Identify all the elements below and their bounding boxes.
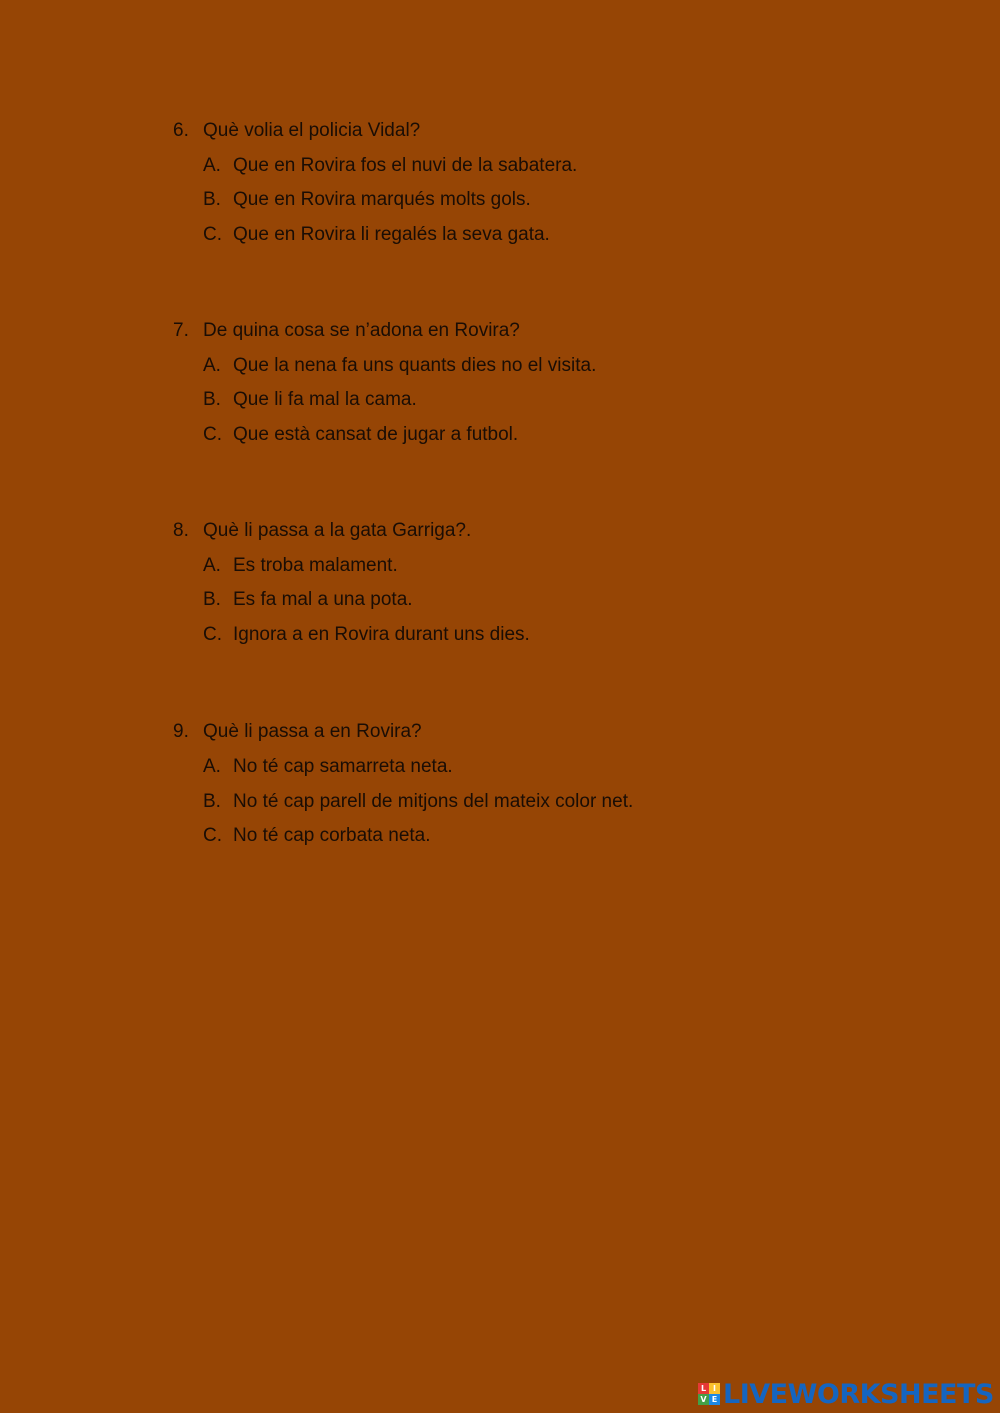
question-number: 6. — [173, 120, 189, 141]
question-label: De quina cosa se n’adona en Rovira? — [203, 320, 520, 341]
option-text: Que li fa mal la cama. — [233, 389, 417, 410]
option-text: No té cap parell de mitjons del mateix color net. — [233, 791, 634, 812]
option-text: No té cap samarreta neta. — [233, 756, 453, 777]
question-number: 7. — [173, 320, 189, 341]
option-letter: C. — [203, 224, 222, 245]
logo-icon-letter: L — [698, 1383, 709, 1394]
question-8-option-b[interactable] — [203, 589, 413, 611]
logo-icon-letter: V — [698, 1394, 709, 1405]
question-number: 8. — [173, 520, 189, 541]
question-8-text — [173, 520, 471, 542]
option-text: Es fa mal a una pota. — [233, 589, 413, 610]
question-number: 9. — [173, 721, 189, 742]
option-letter: B. — [203, 389, 221, 410]
question-7-text — [173, 320, 520, 342]
option-text: Ignora a en Rovira durant uns dies. — [233, 624, 530, 645]
question-7-option-c[interactable] — [203, 424, 518, 446]
question-9-text — [173, 721, 422, 743]
question-6-text — [173, 120, 420, 142]
question-8-option-a[interactable] — [203, 555, 398, 577]
option-text: Que està cansat de jugar a futbol. — [233, 424, 519, 445]
option-text: No té cap corbata neta. — [233, 825, 431, 846]
question-6-option-c[interactable] — [203, 224, 550, 246]
question-9-option-c[interactable] — [203, 825, 431, 847]
option-text: Que la nena fa uns quants dies no el visita. — [233, 355, 597, 376]
logo-icon-letter: I — [709, 1383, 720, 1394]
option-letter: B. — [203, 589, 221, 610]
question-label: Què li passa a en Rovira? — [203, 721, 422, 742]
option-letter: B. — [203, 189, 221, 210]
option-text: Que en Rovira marqués molts gols. — [233, 189, 531, 210]
question-9-option-b[interactable] — [203, 791, 633, 813]
option-letter: A. — [203, 756, 221, 777]
question-6-option-a[interactable] — [203, 155, 577, 177]
option-letter: B. — [203, 791, 221, 812]
question-6-option-b[interactable] — [203, 189, 531, 211]
question-label: Què volia el policia Vidal? — [203, 120, 421, 141]
liveworksheets-logo-icon — [698, 1383, 720, 1405]
option-text: Que en Rovira li regalés la seva gata. — [233, 224, 550, 245]
option-letter: C. — [203, 624, 222, 645]
option-letter: C. — [203, 424, 222, 445]
liveworksheets-logo[interactable] — [698, 1378, 994, 1410]
option-text: Que en Rovira fos el nuvi de la sabatera. — [233, 155, 578, 176]
option-letter: A. — [203, 155, 221, 176]
question-8-option-c[interactable] — [203, 624, 530, 646]
option-text: Es troba malament. — [233, 555, 398, 576]
option-letter: A. — [203, 355, 221, 376]
logo-icon-letter: E — [709, 1394, 720, 1405]
question-7-option-a[interactable] — [203, 355, 596, 377]
option-letter: C. — [203, 825, 222, 846]
question-9-option-a[interactable] — [203, 756, 453, 778]
option-letter: A. — [203, 555, 221, 576]
question-7-option-b[interactable] — [203, 389, 417, 411]
liveworksheets-logo-text: LIVEWORKSHEETS — [723, 1378, 994, 1410]
question-label: Què li passa a la gata Garriga?. — [203, 520, 472, 541]
